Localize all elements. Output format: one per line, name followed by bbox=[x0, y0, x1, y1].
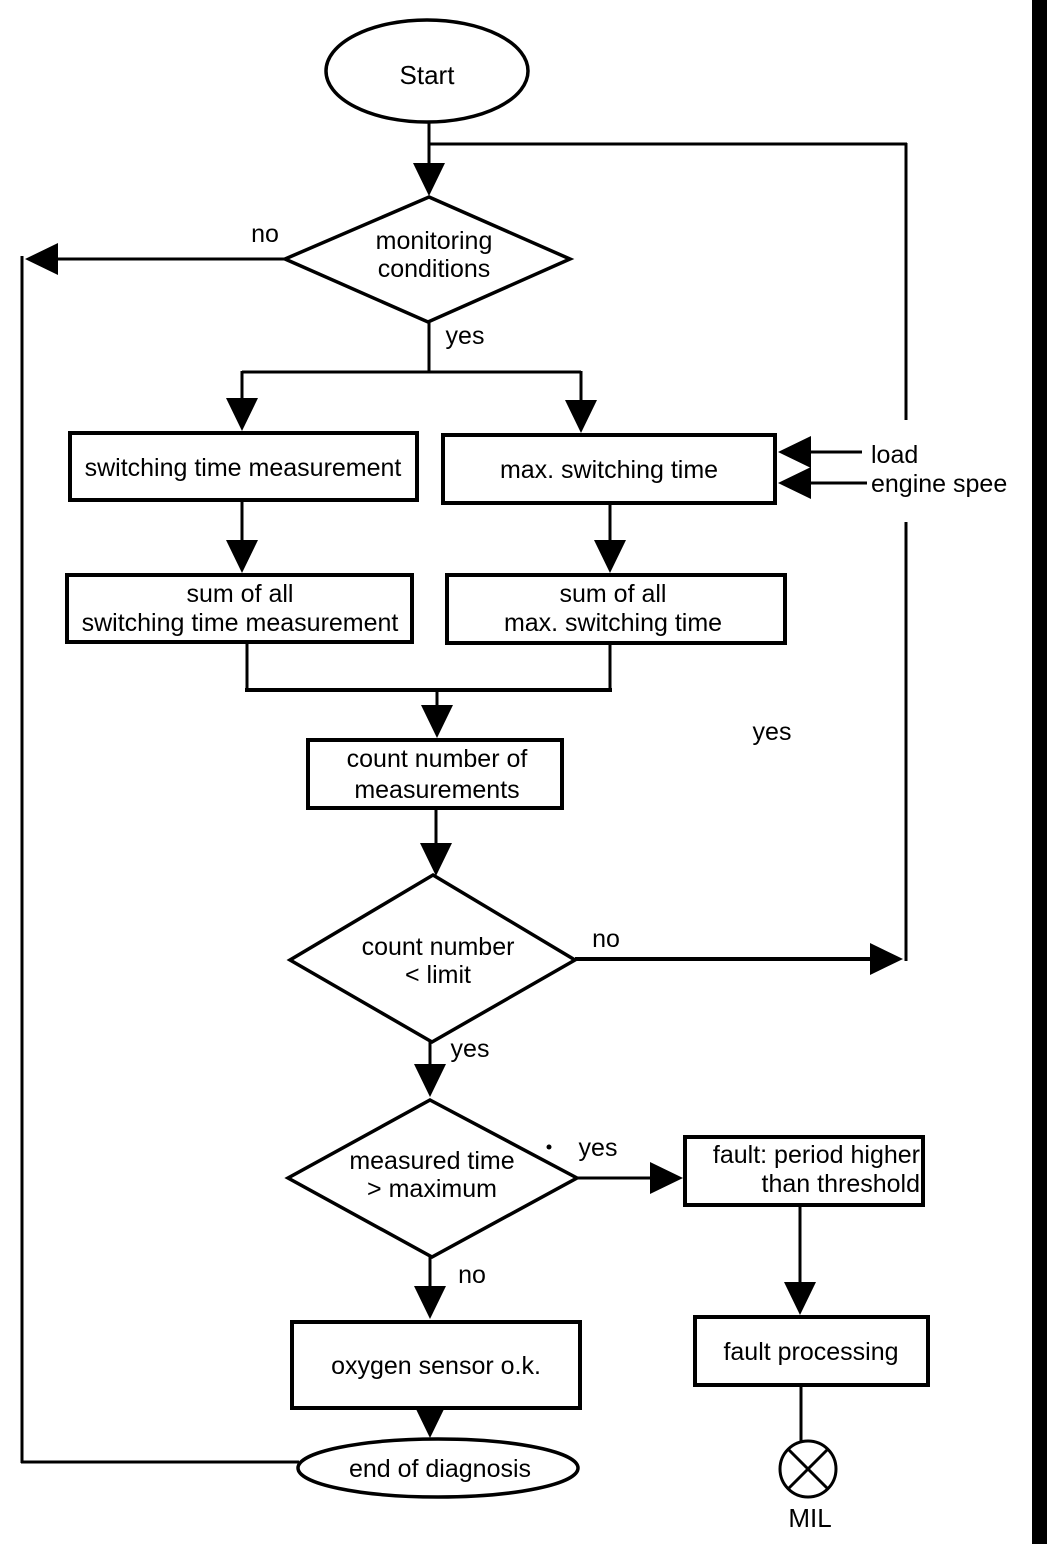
switching-time-measurement-label: switching time measurement bbox=[84, 454, 402, 482]
edge-input-engine-speed bbox=[778, 467, 867, 499]
edge-start-to-monitoring bbox=[413, 122, 445, 196]
count-measurements-label: count number of bbox=[346, 745, 528, 773]
arrowhead bbox=[226, 398, 258, 431]
loop-back-yes-label: yes bbox=[752, 718, 792, 746]
scan-edge-bar bbox=[1032, 0, 1047, 1544]
start-label: Start bbox=[399, 60, 455, 90]
arrowhead bbox=[778, 436, 811, 468]
count-limit-label: count number bbox=[361, 933, 515, 961]
edge-monitoring-no-to-end bbox=[21, 243, 299, 1463]
arrowhead bbox=[420, 843, 452, 876]
edge-count-to-limit bbox=[420, 808, 452, 876]
count-limit-label: < limit bbox=[405, 961, 471, 989]
sum-max-switching-label: sum of all bbox=[559, 580, 667, 608]
count-measurements-label: measurements bbox=[354, 776, 520, 804]
engine-speed-input-label: engine spee bbox=[871, 470, 1008, 498]
measured-time-label: > maximum bbox=[367, 1175, 497, 1203]
edge-measured-no-to-ok bbox=[414, 1257, 446, 1319]
measured-time-label: measured time bbox=[349, 1147, 515, 1175]
fault-period-label: than threshold bbox=[761, 1170, 920, 1198]
fault-period-label: fault: period higher bbox=[712, 1141, 920, 1169]
arrowhead bbox=[226, 540, 258, 573]
arrowhead bbox=[870, 943, 903, 975]
max-switching-time-label: max. switching time bbox=[499, 456, 719, 484]
external-input-labels bbox=[871, 441, 1007, 498]
edge-monitoring-yes-split bbox=[226, 322, 597, 433]
sum-max-switching-label: max. switching time bbox=[503, 609, 723, 637]
arrowhead bbox=[565, 400, 597, 433]
arrowhead bbox=[784, 1282, 816, 1315]
monitoring-conditions-label: conditions bbox=[377, 255, 491, 283]
arrowhead bbox=[778, 467, 811, 499]
load-input-label: load bbox=[871, 441, 919, 469]
edge-count-yes bbox=[414, 1042, 446, 1097]
sum-switching-label: switching time measurement bbox=[81, 609, 399, 637]
oxygen-ok-label: oxygen sensor o.k. bbox=[331, 1352, 541, 1380]
count-limit-yes-label: yes bbox=[450, 1035, 490, 1063]
monitoring-conditions-label: monitoring bbox=[375, 227, 493, 255]
arrowhead bbox=[414, 1286, 446, 1319]
monitoring-yes-label: yes bbox=[445, 322, 485, 350]
arrowhead bbox=[414, 1064, 446, 1097]
edge-measured-yes-to-fault bbox=[577, 1162, 683, 1194]
measured-time-no-label: no bbox=[458, 1261, 486, 1289]
monitoring-no-label: no bbox=[251, 220, 279, 248]
edge-count-no-loop bbox=[575, 943, 903, 975]
fault-processing-label: fault processing bbox=[723, 1338, 899, 1366]
arrowhead bbox=[25, 243, 58, 275]
sum-switching-label: sum of all bbox=[186, 580, 294, 608]
arrowhead bbox=[421, 705, 453, 738]
count-limit-no-label: no bbox=[592, 925, 620, 953]
measured-time-yes-label: yes bbox=[578, 1134, 618, 1162]
edge-fault-to-processing bbox=[784, 1205, 816, 1315]
stray-dot bbox=[547, 1145, 552, 1150]
mil-label: MIL bbox=[788, 1503, 832, 1533]
arrowhead bbox=[650, 1162, 683, 1194]
mil-lamp-icon bbox=[780, 1441, 836, 1497]
edge-input-load bbox=[778, 436, 862, 468]
edge-max-to-sum bbox=[594, 503, 626, 573]
arrowhead bbox=[413, 163, 445, 196]
arrowhead bbox=[594, 540, 626, 573]
edge-sums-to-count bbox=[245, 642, 612, 738]
edge-switching-to-sum bbox=[226, 500, 258, 573]
end-diagnosis-label: end of diagnosis bbox=[348, 1455, 532, 1483]
